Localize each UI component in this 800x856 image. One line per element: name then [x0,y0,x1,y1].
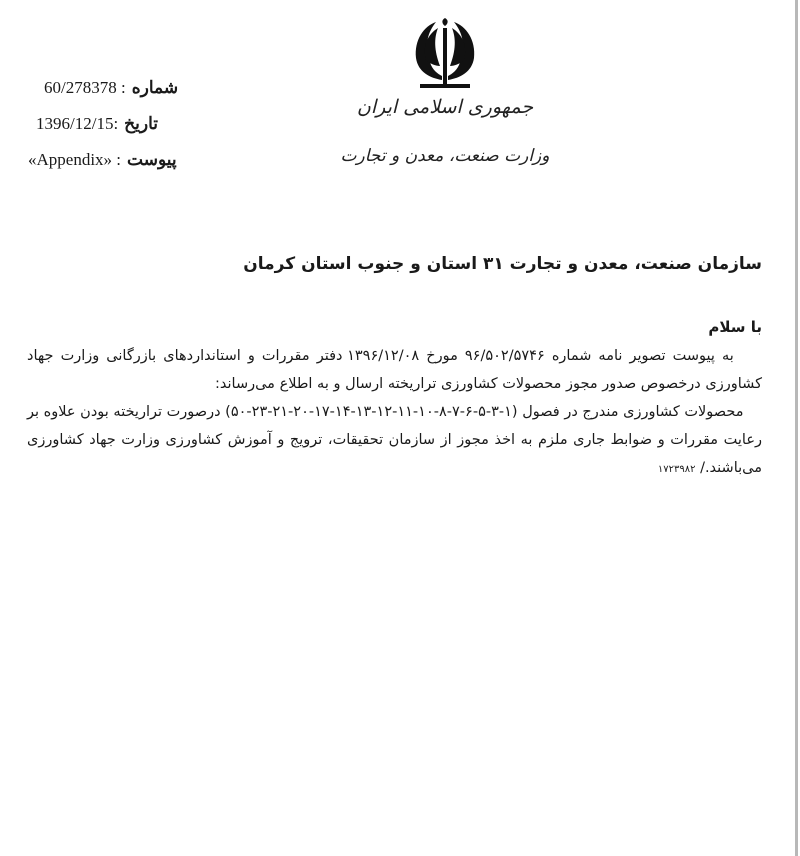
letter-number-row [28,78,268,114]
addressee: سازمان صنعت، معدن و تجارت ۳۱ استان و جنوب استان کرمان [243,254,762,274]
letter-attachment-row [28,150,268,186]
reference-number: ۱۷۲۳۹۸۲ [657,464,696,475]
letter-date-value: 1396/12/15: [36,114,119,133]
iran-emblem-icon [408,14,482,94]
salutation: با سلام [708,318,762,336]
letter-date-label: تاریخ [124,114,158,133]
body-paragraph-1 [27,342,762,398]
body-paragraph-2-text: محصولات کشاورزی مندرج در فصول (۱-۳-۵-۶-۷-۸-۱۰-۱۱-۱۲-۱۳-۱۴-۱۷-۲۰-۲۱-۲۳-۵۰) درصورت تراریخته بودن علاوه بر رعایت مقررات و ضوابط جاری ملزم به اخذ مجوز از سازمان تحقیقات، ترویج و آموزش کشاورزی وزارت جهاد کشاورزی می‌باشند./ [27,404,762,476]
body-paragraph-2 [27,398,762,484]
republic-title: جمهوری اسلامی ایران [356,96,534,118]
page-border [795,0,798,856]
letter-number-value: 60/278378 : [44,78,126,97]
ministry-title: وزارت صنعت، معدن و تجارت [340,146,550,166]
letter-date-row [28,114,268,150]
letter-number-label: شماره [131,78,179,97]
letter-body [27,342,762,484]
letter-attachment-value: «Appendix» : [28,150,122,169]
body-paragraph-1-text: به پیوست تصویر نامه شماره ۹۶/۵۰۲/۵۷۴۶ مورخ ۱۳۹۶/۱۲/۰۸ دفتر مقررات و استانداردهای بازرگانی وزارت جهاد کشاورزی درخصوص صدور مجوز محصولات کشاورزی تراریخته ارسال و به اطلاع می‌رساند: [27,348,762,392]
letter-attachment-label: پیوست [127,150,177,169]
letter-metadata [28,78,268,186]
